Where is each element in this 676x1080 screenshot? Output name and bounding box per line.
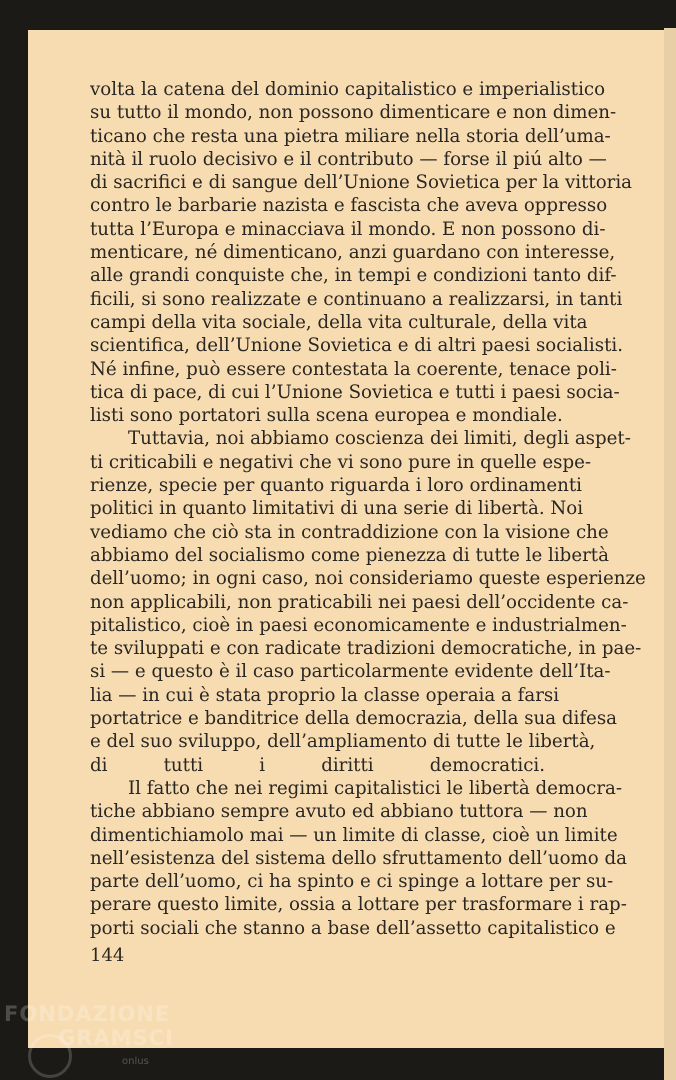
text-line: nità il ruolo decisivo e il contributo — forse il piú alto —	[90, 148, 607, 170]
paragraph	[90, 427, 646, 776]
text-line: ti criticabili e negativi che vi sono pure in quelle espe-	[90, 451, 592, 473]
text-line: di sacrifici e di sangue dell’Unione Sovietica per la vittoria	[90, 172, 633, 194]
text-line: e del suo sviluppo, dell’ampliamento di tutte le libertà,	[90, 731, 596, 753]
paragraph	[90, 78, 633, 427]
body-text	[90, 78, 646, 940]
text-line: su tutto il mondo, non possono dimenticare e non dimen-	[90, 102, 617, 124]
text-line: scientifica, dell’Unione Sovietica e di altri paesi socialisti.	[90, 335, 623, 357]
text-line: alle grandi conquiste che, in tempi e condizioni tanto dif-	[90, 265, 617, 287]
text-line: parte dell’uomo, ci ha spinto e ci spinge a lottare per su-	[90, 871, 614, 893]
text-line: te sviluppati e con radicate tradizioni democratiche, in pae-	[90, 638, 642, 660]
text-line: vediamo che ciò sta in contraddizione con la visione che	[90, 521, 609, 543]
text-line: tutta l’Europa e minacciava il mondo. E non possono di-	[90, 218, 606, 240]
text-line: di tutti i diritti democratici.	[90, 754, 545, 776]
text-line: dimentichiamolo mai — un limite di classe, cioè un limite	[90, 824, 618, 846]
text-line: dell’uomo; in ogni caso, noi consideriamo queste esperienze	[90, 568, 646, 590]
text-line: politici in quanto limitativi di una serie di libertà. Noi	[90, 498, 584, 520]
next-page-edge	[664, 28, 676, 1080]
text-line: abbiamo del socialismo come pienezza di tutte le libertà	[90, 544, 609, 566]
text-line: portatrice e banditrice della democrazia, della sua difesa	[90, 708, 618, 730]
text-line: menticare, né dimenticano, anzi guardano con interesse,	[90, 242, 616, 264]
text-line: pitalistico, cioè in paesi economicamente e industrialmen-	[90, 614, 627, 636]
watermark	[4, 1002, 174, 1050]
text-line: nell’esistenza del sistema dello sfruttamento dell’uomo da	[90, 847, 627, 869]
text-line: Né infine, può essere contestata la coerente, tenace poli-	[90, 358, 617, 380]
text-line: contro le barbarie nazista e fascista che aveva oppresso	[90, 195, 608, 217]
text-line: Il fatto che nei regimi capitalistici le libertà democra-	[128, 777, 623, 799]
watermark-line1: FONDAZIONE	[4, 1002, 171, 1026]
text-line: listi sono portatori sulla scena europea e mondiale.	[90, 405, 563, 427]
watermark-onlus: onlus	[122, 1056, 149, 1067]
watermark-line2: GRAMSCI	[58, 1026, 174, 1050]
text-line: non applicabili, non praticabili nei paesi dell’occidente ca-	[90, 591, 629, 613]
paragraph	[90, 777, 627, 940]
text-line: volta la catena del dominio capitalistico e imperialistico	[90, 79, 606, 100]
text-line: ticano che resta una pietra miliare nella storia dell’uma-	[90, 125, 611, 147]
text-line: lia — in cui è stata proprio la classe operaia a farsi	[90, 684, 560, 706]
text-line: rienze, specie per quanto riguarda i loro ordinamenti	[90, 475, 582, 497]
text-line: porti sociali che stanno a base dell’assetto capitalistico e	[90, 917, 616, 939]
text-line: tiche abbiano sempre avuto ed abbiano tuttora — non	[90, 801, 588, 823]
text-line: ficili, si sono realizzate e continuano a realizzarsi, in tanti	[90, 288, 623, 310]
text-line: perare questo limite, ossia a lottare per trasformare i rap-	[90, 894, 627, 916]
text-line: tica di pace, di cui l’Unione Sovietica e tutti i paesi socia-	[90, 381, 620, 403]
text-line: Tuttavia, noi abbiamo coscienza dei limiti, degli aspet-	[128, 428, 631, 450]
text-line: si — e questo è il caso particolarmente evidente dell’Ita-	[90, 661, 611, 683]
text-line: campi della vita sociale, della vita culturale, della vita	[90, 311, 588, 333]
page-number: 144	[90, 945, 125, 966]
